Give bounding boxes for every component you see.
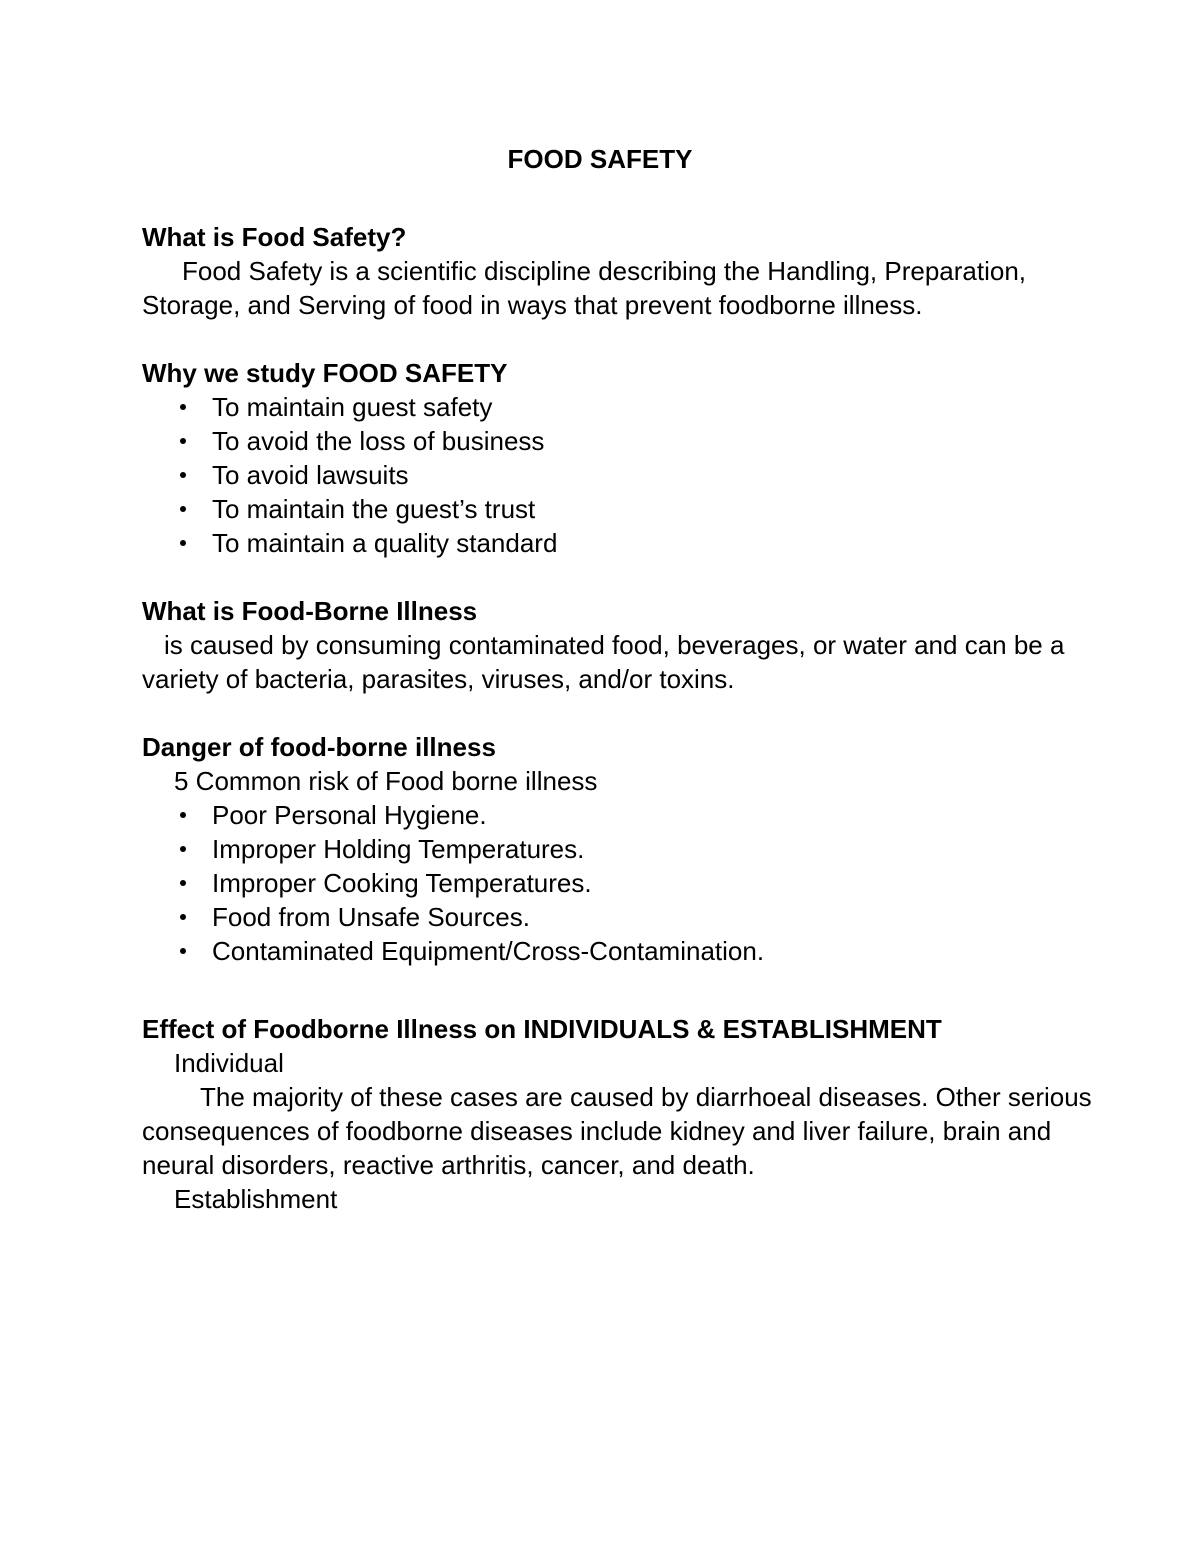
bullet-icon	[176, 390, 190, 424]
list-item-text: Contaminated Equipment/Cross-Contamination.	[212, 936, 765, 966]
list-item	[142, 798, 1092, 832]
list-item-text: To maintain a quality standard	[212, 528, 558, 558]
section-heading: Effect of Foodborne Illness on INDIVIDUALS & ESTABLISHMENT	[142, 1014, 942, 1044]
section-why-study	[142, 356, 1092, 560]
list-item-text: Food from Unsafe Sources.	[212, 902, 530, 932]
individual-label: Individual	[174, 1048, 284, 1078]
bullet-icon	[176, 424, 190, 458]
list-item	[142, 424, 1092, 458]
risks-list	[142, 798, 1092, 968]
section-danger	[142, 730, 1092, 968]
list-item	[142, 832, 1092, 866]
establishment-label: Establishment	[174, 1184, 338, 1214]
section-body: Food Safety is a scientific discipline describing the Handling, Preparation, Storage, and Serving of food in ways that prevent foodborne illness.	[142, 256, 1027, 320]
list-item	[142, 458, 1092, 492]
spacer	[142, 696, 1092, 730]
section-heading: Why we study FOOD SAFETY	[142, 358, 508, 388]
spacer	[142, 560, 1092, 594]
spacer	[142, 322, 1092, 356]
document-content	[142, 220, 1092, 1216]
list-item	[142, 390, 1092, 424]
bullet-icon	[176, 832, 190, 866]
bullet-icon	[176, 492, 190, 526]
list-item	[142, 526, 1092, 560]
list-item-text: To avoid lawsuits	[212, 460, 409, 490]
list-item-text: To maintain guest safety	[212, 392, 493, 422]
spacer	[142, 968, 1092, 1012]
bullet-icon	[176, 526, 190, 560]
reasons-list	[142, 390, 1092, 560]
document-title: FOOD SAFETY	[507, 144, 693, 174]
bullet-icon	[176, 866, 190, 900]
bullet-icon	[176, 934, 190, 968]
section-effect	[142, 1012, 1092, 1216]
list-item-text: To maintain the guest’s trust	[212, 494, 536, 524]
list-item	[142, 934, 1092, 968]
list-item	[142, 900, 1092, 934]
section-foodborne-illness	[142, 594, 1092, 696]
list-item-text: Improper Cooking Temperatures.	[212, 868, 592, 898]
individual-body: The majority of these cases are caused by diarrhoeal diseases. Other serious consequences of foodborne diseases include kidney and liver failure, brain and neural disorders, reactive arthritis, cancer, and death.	[142, 1082, 1092, 1180]
list-item-text: Poor Personal Hygiene.	[212, 800, 487, 830]
section-heading: What is Food Safety?	[142, 222, 407, 252]
section-heading: What is Food-Borne Illness	[142, 596, 478, 626]
list-item-text: Improper Holding Temperatures.	[212, 834, 585, 864]
bullet-icon	[176, 900, 190, 934]
list-item	[142, 866, 1092, 900]
bullet-icon	[176, 798, 190, 832]
list-item-text: To avoid the loss of business	[212, 426, 545, 456]
section-subheading: 5 Common risk of Food borne illness	[174, 766, 598, 796]
bullet-icon	[176, 458, 190, 492]
section-what-is-food-safety	[142, 220, 1092, 322]
section-heading: Danger of food-borne illness	[142, 732, 496, 762]
section-body: is caused by consuming contaminated food, beverages, or water and can be a variety of bacteria, parasites, viruses, and/or toxins.	[142, 630, 1065, 694]
list-item	[142, 492, 1092, 526]
